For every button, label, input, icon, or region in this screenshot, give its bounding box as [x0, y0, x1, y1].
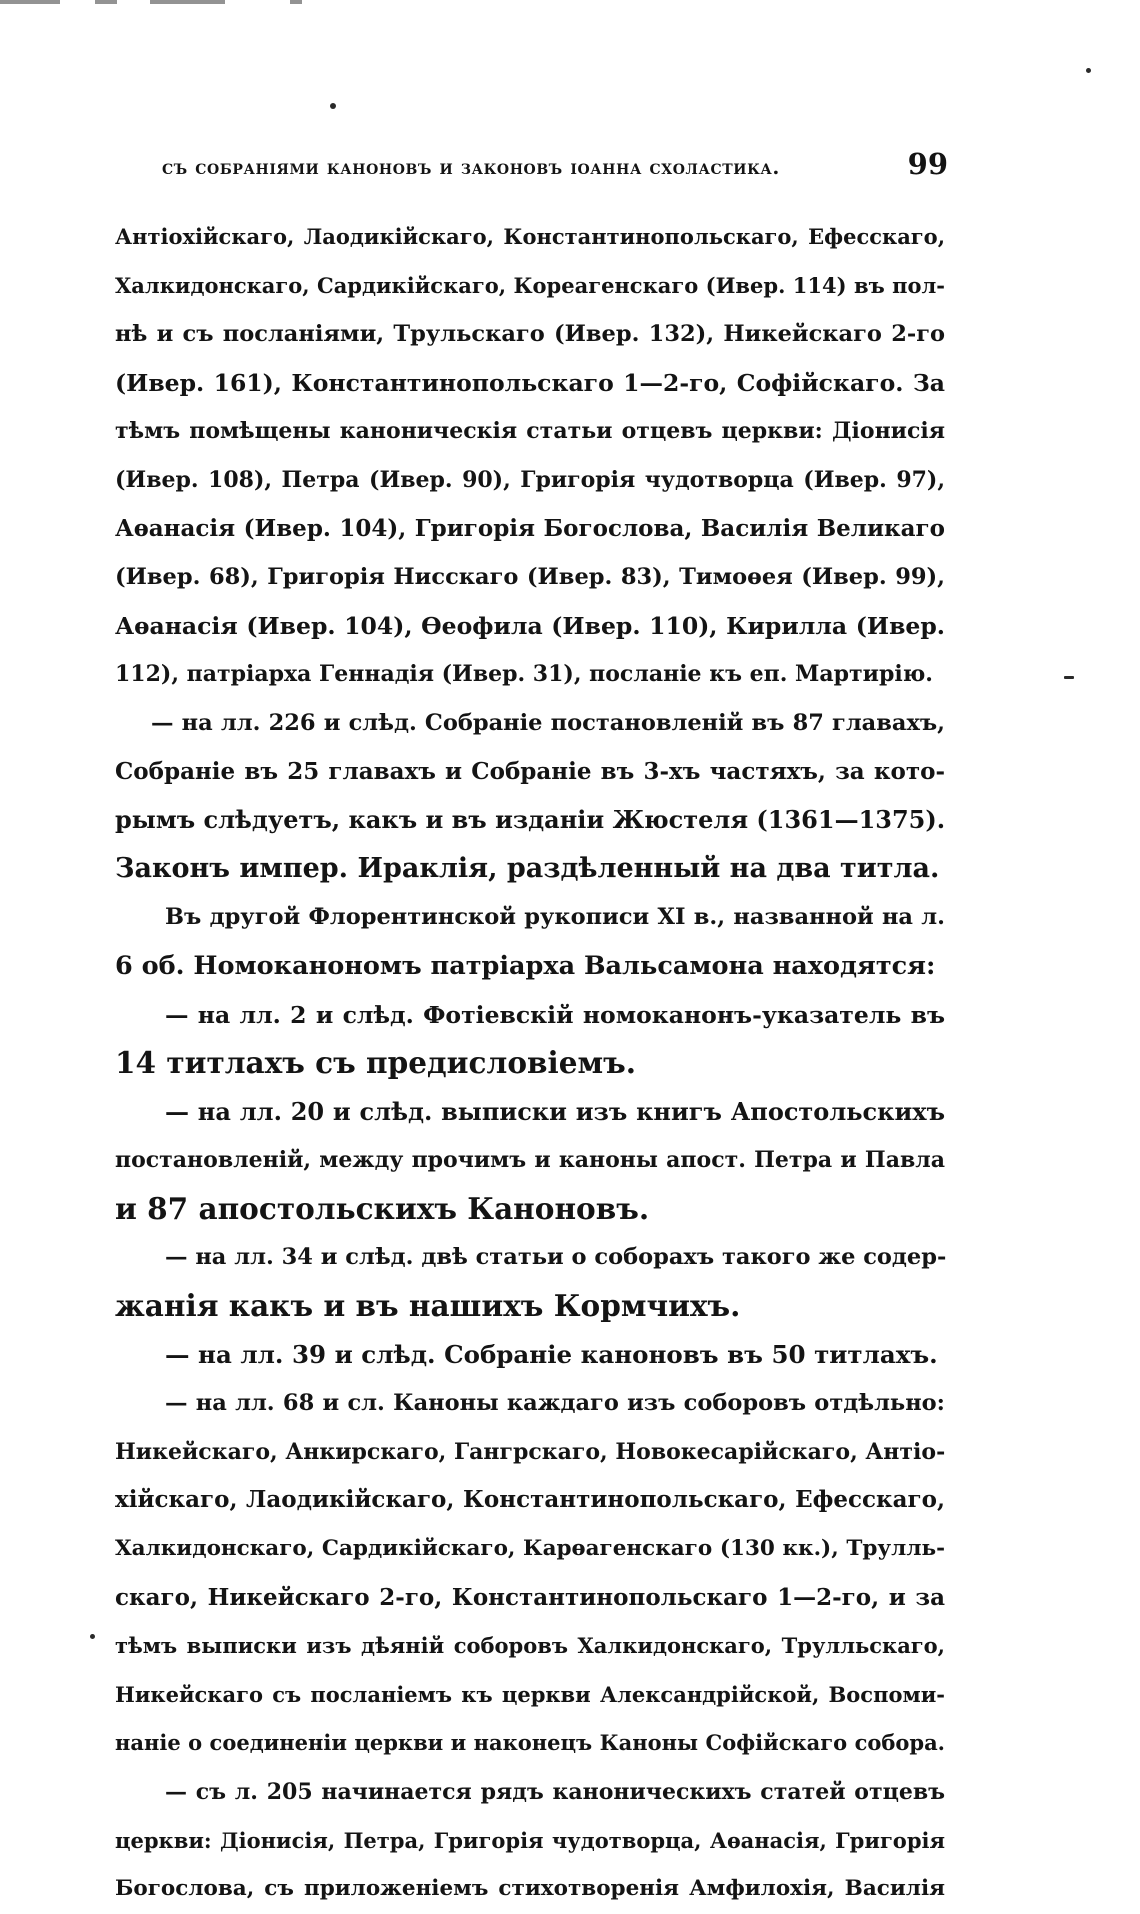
text-line: и 87 апостольскихъ Каноновъ. — [115, 1190, 650, 1226]
text-line: — съ л. 205 начинается рядъ каноническихъ статей отцевъ — [165, 1779, 945, 1805]
scan-speck — [90, 1634, 95, 1639]
scan-edge-mark — [150, 0, 225, 4]
text-line: церкви: Діонисія, Петра, Григорія чудотворца, Аѳанасія, Григорія — [115, 1827, 945, 1853]
text-line: (Ивер. 161), Константинопольскаго 1—2-го, Софійскаго. За — [115, 368, 945, 397]
body-text — [115, 213, 945, 1914]
scan-speck — [1064, 676, 1074, 679]
text-line: Антіохійскаго, Лаодикійскаго, Константинопольскаго, Ефесскаго, — [115, 224, 945, 249]
text-line: Халкидонскаго, Сардикійскаго, Карѳагенскаго (130 кк.), Трулль- — [115, 1536, 945, 1562]
text-line: Собраніе въ 25 главахъ и Собраніе въ 3-хъ частяхъ, за кото- — [115, 757, 945, 785]
text-line: жанія какъ и въ нашихъ Кормчихъ. — [115, 1288, 741, 1324]
page-number: 99 — [907, 147, 948, 181]
text-line: тѣмъ выписки изъ дѣяній соборовъ Халкидонскаго, Трулльскаго, — [115, 1633, 945, 1659]
text-line: 112), патріарха Геннадія (Ивер. 31), посланіе къ еп. Мартирію. — [115, 661, 933, 688]
text-line: — на лл. 68 и сл. Каноны каждаго изъ соборовъ отдѣльно: — [165, 1390, 945, 1417]
scan-edge-mark — [290, 0, 302, 4]
text-line: Богослова, съ приложеніемъ стихотворенія Амфилохія, Василія — [115, 1876, 945, 1902]
text-line: 14 титлахъ съ предисловіемъ. — [115, 1045, 636, 1081]
text-line: (Ивер. 108), Петра (Ивер. 90), Григорія чудотворца (Ивер. 97), — [115, 466, 945, 493]
text-line: Халкидонскаго, Сардикійскаго, Кореагенскаго (Ивер. 114) въ пол- — [115, 272, 945, 298]
scan-speck — [330, 103, 336, 109]
text-line: скаго, Никейскаго 2-го, Константинопольскаго 1—2-го, и за — [115, 1583, 945, 1611]
scan-edge-mark — [95, 0, 117, 4]
running-head: съ собраніями каноновъ и законовъ іоанна схоластика. — [162, 155, 780, 179]
text-line: рымъ слѣдуетъ, какъ и въ изданіи Жюстеля (1361—1375). — [115, 805, 946, 835]
text-line: — на лл. 20 и слѣд. выписки изъ книгъ Апостольскихъ — [165, 1096, 945, 1126]
text-line: нѣ и съ посланіями, Трульскаго (Ивер. 132), Никейскаго 2-го — [115, 321, 945, 348]
text-line: — на лл. 2 и слѣд. Фотіевскій номоканонъ-указатель въ — [165, 1000, 945, 1029]
text-line: Законъ импер. Ираклія, раздѣленный на два титла. — [115, 852, 940, 884]
scan-speck — [1086, 68, 1091, 73]
page-header — [162, 147, 948, 187]
text-line: Никейскаго, Анкирскаго, Гангрскаго, Новокесарійскаго, Антіо- — [115, 1438, 946, 1465]
text-line: — на лл. 39 и слѣд. Собраніе каноновъ въ 50 титлахъ. — [165, 1339, 938, 1369]
text-line: Аѳанасія (Ивер. 104), Ѳеофила (Ивер. 110), Кирилла (Ивер. — [115, 611, 945, 640]
text-line: Никейскаго съ посланіемъ къ церкви Александрійской, Воспоми- — [115, 1681, 945, 1707]
text-line: 6 об. Номоканономъ патріарха Вальсамона находятся: — [115, 950, 936, 981]
text-line: — на лл. 226 и слѣд. Собраніе постановленій въ 87 главахъ, — [151, 709, 945, 736]
text-line: хійскаго, Лаодикійскаго, Константинопольскаго, Ефесскаго, — [115, 1486, 945, 1514]
text-line: Въ другой Флорентинской рукописи XI в., названной на л. — [165, 904, 945, 931]
text-line: наніе о соединеніи церкви и наконецъ Каноны Софійскаго собора. — [115, 1730, 945, 1756]
text-line: постановленій, между прочимъ и каноны апост. Петра и Павла — [115, 1147, 945, 1174]
text-line: — на лл. 34 и слѣд. двѣ статьи о соборахъ такого же содер- — [165, 1244, 947, 1271]
text-line: (Ивер. 68), Григорія Нисскаго (Ивер. 83), Тимоѳея (Ивер. 99), — [115, 564, 945, 591]
text-line: тѣмъ помѣщены каноническія статьи отцевъ церкви: Діонисія — [115, 418, 945, 445]
text-line: Аѳанасія (Ивер. 104), Григорія Богослова, Василія Великаго — [115, 514, 945, 542]
scan-edge-mark — [0, 0, 60, 4]
